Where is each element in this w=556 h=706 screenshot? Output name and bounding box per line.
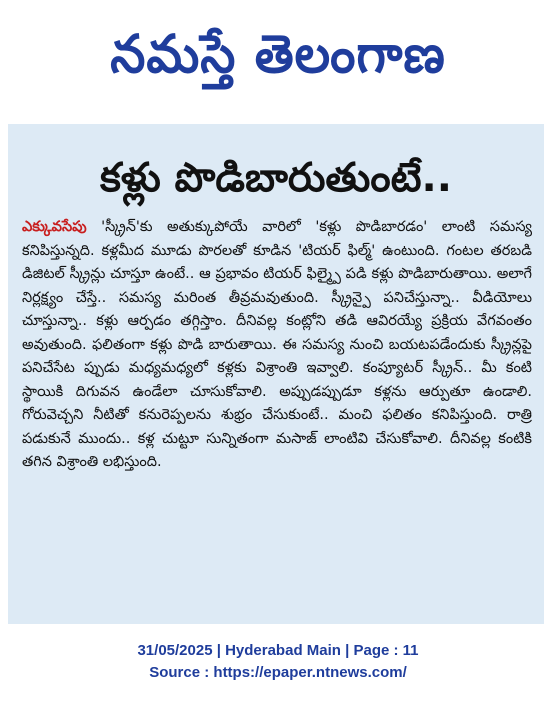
masthead <box>0 0 556 112</box>
edition-info: 31/05/2025 | Hyderabad Main | Page : 11 <box>137 642 419 659</box>
article-body-text: 'స్క్రీన్'కు అతుక్కుపోయే వారిలో 'కళ్లు పొడిబారడం' లాంటి సమస్య కనిపిస్తున్నది. కళ్లమీద మూడు పొరలతో కూడిన 'టియర్ ఫిల్మ్' ఉంటుంది. గంటల తరబడి డిజిటల్ స్క్రీన్లు చూస్తూ ఉంటే.. ఆ ప్రభావం టియర్ ఫిల్మ్పై పడి కళ్లు పొడిబారుతాయి. అలాగే నిర్లక్ష్యం చేస్తే.. సమస్య మరింత తీవ్రమవుతుంది. స్క్రీన్పై పనిచేస్తున్నా.. వీడియోలు చూస్తున్నా.. కళ్లు ఆర్పడం తగ్గిస్తాం. దీనివల్ల కంట్లోని తడి ఆవిరయ్యే ప్రక్రియ వేగవంతం అవుతుంది. ఫలితంగా కళ్లు పొడి బారుతాయి. ఈ సమస్య నుంచి బయటపడేందుకు స్క్రీన్లపై పనిచేసేట ప్పుడు మధ్యమధ్యలో కళ్లకు విశ్రాంతి ఇవ్వాలి. కంప్యూటర్ స్క్రీన్.. మీ కంటి స్థాయికి దిగువన ఉండేలా చూసుకోవాలి. అప్పుడప్పుడూ కళ్లను ఆర్పుతూ ఉండాలి. గోరువెచ్చని నీటితో కనురెప్పలను శుభ్రం చేసుకుంటే.. మంచి ఫలితం కనిపిస్తుంది. రాత్రి పడుకునే ముందు.. కళ్ల చుట్టూ సున్నితంగా మసాజ్ లాంటివి చేసుకోవాలి. దీనివల్ల కంటికి తగిన విశ్రాంతి లభిస్తుంది. <box>22 219 532 470</box>
article-headline: కళ్లు పొడిబారుతుంటే.. <box>100 155 452 201</box>
article-lead-word: ఎక్కువసేపు <box>22 219 87 235</box>
newspaper-logo: నమస్తే తెలంగాణ <box>110 23 446 85</box>
article-panel <box>8 124 544 624</box>
footer <box>0 640 556 684</box>
article-body <box>22 216 532 475</box>
source-link[interactable]: Source : https://epaper.ntnews.com/ <box>149 664 407 681</box>
